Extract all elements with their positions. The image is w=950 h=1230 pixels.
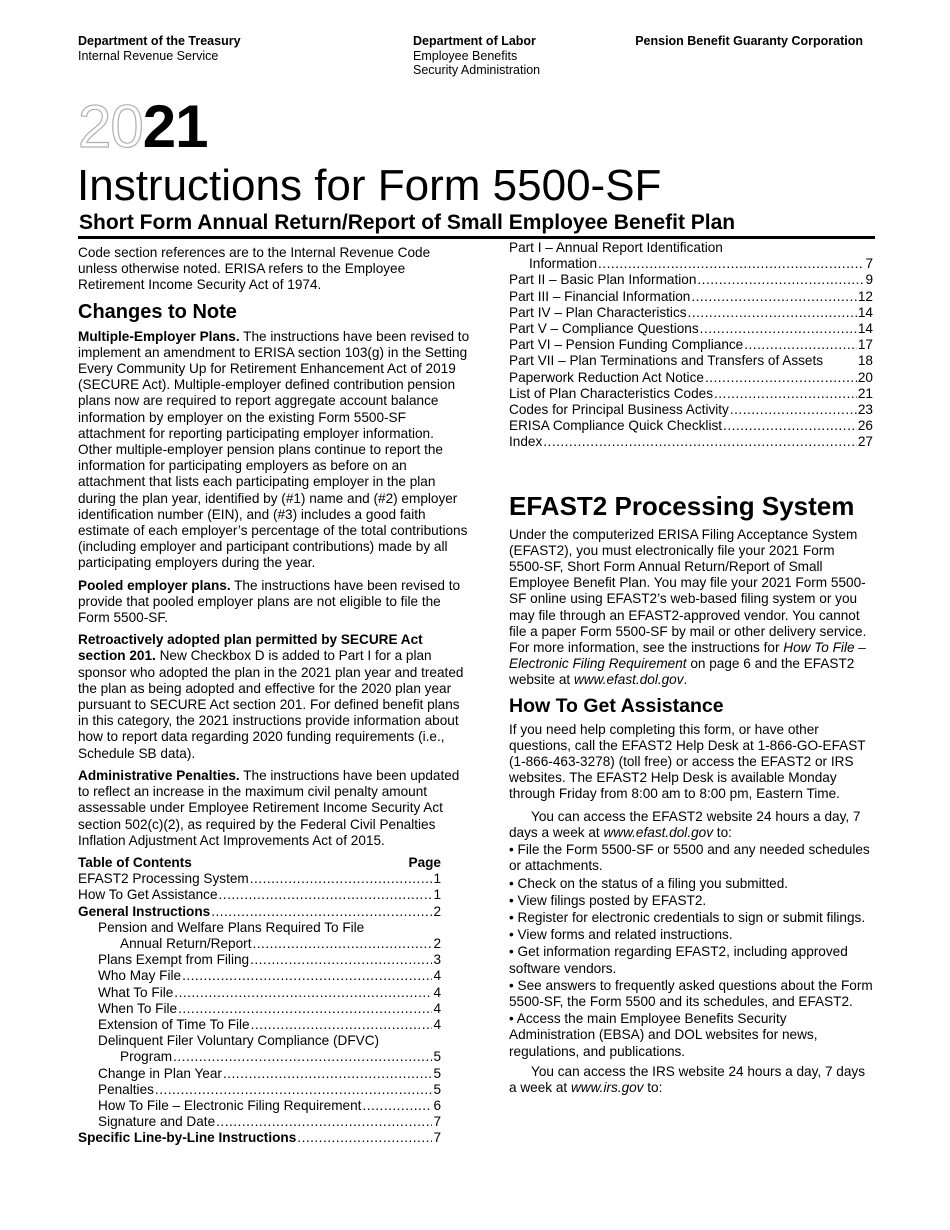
toc-entry-page: 4 — [433, 1000, 441, 1016]
toc-leader-dots — [174, 985, 432, 1001]
toc-entry-page: 20 — [857, 369, 873, 385]
toc-entry-label: Signature and Date — [98, 1114, 216, 1130]
toc-entry[interactable] — [78, 904, 441, 920]
toc-entry-page: 1 — [433, 871, 441, 887]
toc-leader-dots — [691, 289, 857, 305]
toc-entry-page: 4 — [433, 968, 441, 984]
agency-treasury — [78, 34, 241, 63]
toc-entry-label: Who May File — [98, 968, 182, 984]
toc-entry[interactable] — [78, 1049, 441, 1065]
toc-entry-label: Delinquent Filer Voluntary Compliance (DFVC) — [98, 1033, 380, 1049]
toc-entry[interactable] — [509, 353, 873, 369]
toc-leader-dots — [252, 936, 432, 952]
toc-leader-dots — [297, 1130, 432, 1146]
toc-entry-label: Plans Exempt from Filing — [98, 952, 250, 968]
changes-p1-lead: Multiple-Employer Plans. — [78, 328, 240, 344]
page-title: Instructions for Form 5500-SF — [77, 161, 662, 210]
toc-entry[interactable] — [78, 952, 441, 968]
toc-entry-label: When To File — [98, 1000, 178, 1016]
toc-entry-label: Part III – Financial Information — [509, 288, 691, 304]
toc-entry-label: Extension of Time To File — [98, 1016, 250, 1032]
toc-leader-dots — [219, 887, 433, 903]
toc-entry-page: 6 — [433, 1097, 441, 1113]
list-item — [509, 927, 873, 943]
list-item — [509, 876, 873, 892]
toc-leader-dots — [250, 952, 432, 968]
efast-text-b: on page 6 and the EFAST2 website at — [509, 656, 855, 688]
toc-entry-label: Paperwork Reduction Act Notice — [509, 369, 704, 385]
toc-entry[interactable] — [78, 1017, 441, 1033]
changes-p1 — [78, 329, 470, 572]
agency-labor-sub2: Security Administration — [413, 63, 541, 77]
bullet-icon: • — [509, 977, 518, 993]
agency-pbgc: Pension Benefit Guaranty Corporation — [635, 34, 863, 48]
toc-entry-label: How To File – Electronic Filing Requirement — [98, 1097, 362, 1113]
changes-heading: Changes to Note — [78, 300, 237, 323]
assist-p2-text: You can access the EFAST2 website 24 hours a day, 7 days a week at — [509, 808, 861, 840]
toc-entry[interactable] — [78, 985, 441, 1001]
form-year — [78, 93, 208, 160]
toc-entry-label: Pension and Welfare Plans Required To File — [98, 919, 365, 935]
list-item — [509, 842, 873, 874]
list-item-text: Access the main Employee Benefits Security Administration (EBSA) and DOL websites for news, regulations, and publications. — [509, 1011, 818, 1059]
efast-heading: EFAST2 Processing System — [509, 490, 855, 521]
toc-entry[interactable] — [78, 920, 441, 936]
toc-entry-page: 7 — [433, 1130, 441, 1146]
toc-entry[interactable] — [509, 272, 873, 288]
list-item-text: View forms and related instructions. — [517, 927, 733, 943]
efast-italic-ref: How To File – Electronic Filing Requirement — [509, 640, 866, 672]
toc-leader-dots — [155, 1082, 433, 1098]
toc-entry-page: 18 — [857, 353, 873, 369]
toc-entry[interactable] — [509, 370, 873, 386]
toc-entry[interactable] — [78, 1098, 441, 1114]
toc-leader-dots — [705, 370, 857, 386]
toc-leader-dots — [182, 968, 432, 984]
changes-p1-text: The instructions have been revised to implement an amendment to ERISA section 103(g) in the Setting Every Community Up for Retirement Enhancement Act of 2019 (SECURE Act). Multiple-employer defined contribution pension plans now are required to report aggregate account balance information by employer on the existing Form 5500-SF attachment for reporting participating employer information. Other multiple-employer pension plans continue to report the information for participating employers as before on an attachment that lists each participating employer in the plan during the plan year, identified by (#1) name and (#2) employer identification number (EIN), and (#3) includes a good faith estimate of each employer’s percentage of the total contributions (including employer and participant contributions) made by all participating employers during the year. — [78, 328, 470, 571]
toc-leader-dots — [598, 256, 864, 272]
left-column — [78, 245, 470, 1147]
title-rule — [78, 236, 875, 239]
toc-leader-dots — [543, 434, 857, 450]
toc-entry[interactable] — [78, 1066, 441, 1082]
assist-p3-end: to: — [643, 1079, 663, 1095]
changes-p2-lead: Pooled employer plans. — [78, 577, 231, 593]
toc-entry-page: 7 — [865, 256, 873, 272]
assist-efast-url[interactable]: www.efast.dol.gov — [603, 824, 714, 840]
toc-entry-page: 27 — [857, 434, 873, 450]
form-year-bold: 21 — [142, 93, 208, 160]
toc-entry[interactable] — [509, 289, 873, 305]
toc-heading-row — [78, 855, 441, 871]
toc-entry-label: EFAST2 Processing System — [78, 871, 249, 887]
bullet-icon: • — [509, 875, 518, 891]
form-year-ghost: 20 — [78, 93, 143, 160]
toc-leader-dots — [362, 1098, 432, 1114]
toc-entry-label: Part II – Basic Plan Information — [509, 272, 697, 288]
toc-entry-label: Annual Return/Report — [120, 935, 252, 951]
toc-entry[interactable] — [509, 305, 873, 321]
toc-entry-page: 7 — [433, 1114, 441, 1130]
toc-entry-page: 5 — [433, 1049, 441, 1065]
toc-entry[interactable] — [509, 402, 873, 418]
efast-paragraph — [509, 527, 873, 689]
list-item — [509, 893, 873, 909]
changes-p4-lead: Administrative Penalties. — [78, 767, 240, 783]
toc-entry[interactable] — [78, 1130, 441, 1146]
list-item-text: File the Form 5500-SF or 5500 and any needed schedules or attachments. — [509, 842, 870, 874]
toc-leader-dots — [688, 305, 857, 321]
toc-entry-page: 23 — [857, 402, 873, 418]
toc-entry-label: Part VI – Pension Funding Compliance — [509, 337, 744, 353]
toc-entry[interactable] — [509, 434, 873, 450]
toc-leader-dots — [250, 871, 433, 887]
toc-entry[interactable] — [78, 968, 441, 984]
agency-treasury-name: Department of the Treasury — [78, 34, 241, 48]
toc-leader-dots — [173, 1049, 432, 1065]
changes-p3 — [78, 632, 470, 762]
toc-leader-dots — [714, 386, 857, 402]
toc-leader-dots — [744, 337, 857, 353]
toc-entry-label: Part IV – Plan Characteristics — [509, 304, 687, 320]
toc-entry-label: Part V – Compliance Questions — [509, 321, 699, 337]
toc-entry-page: 21 — [857, 385, 873, 401]
changes-p3-lead: Retroactively adopted plan permitted by SECURE Act section 201. — [78, 632, 423, 664]
agency-treasury-sub: Internal Revenue Service — [78, 48, 219, 63]
agency-labor-sub1: Employee Benefits — [413, 48, 518, 63]
bullet-icon: • — [509, 927, 518, 943]
assist-p3-text: You can access the IRS website 24 hours a day, 7 days a week at — [509, 1063, 866, 1095]
toc-leader-dots — [723, 418, 857, 434]
toc-entry-label: Specific Line-by-Line Instructions — [78, 1130, 297, 1146]
toc-entry-label: How To Get Assistance — [78, 887, 218, 903]
toc-leader-dots — [223, 1066, 432, 1082]
toc-entry[interactable] — [509, 240, 873, 256]
assist-p2-end: to: — [713, 824, 732, 840]
toc-entry-page: 2 — [433, 935, 441, 951]
assist-p2 — [509, 809, 873, 841]
assist-bullet-list — [509, 842, 873, 1060]
toc-leader-dots — [216, 1114, 432, 1130]
toc-entry[interactable] — [509, 256, 873, 272]
toc-entry-page: 4 — [433, 984, 441, 1000]
toc-leader-dots — [730, 402, 857, 418]
toc-entry-label: Program — [120, 1049, 173, 1065]
toc-heading: Table of Contents — [78, 854, 192, 870]
toc-entry-label: List of Plan Characteristics Codes — [509, 385, 713, 401]
toc-entry[interactable] — [78, 1001, 441, 1017]
list-item-text: See answers to frequently asked questions about the Form 5500-SF, the Form 5500 and its schedules, and EFAST2. — [509, 977, 873, 1009]
intro-paragraph: Code section references are to the Internal Revenue Code unless otherwise noted. ERISA refers to the Employee Retirement Income Security Act of 1974. — [78, 245, 431, 293]
list-item — [509, 910, 873, 926]
toc-entry-label: What To File — [98, 984, 174, 1000]
toc-entry-page: 14 — [857, 321, 873, 337]
bullet-icon: • — [509, 944, 518, 960]
changes-p4 — [78, 768, 470, 849]
toc-entry-label: ERISA Compliance Quick Checklist — [509, 418, 723, 434]
toc-entry[interactable] — [78, 1114, 441, 1130]
assist-heading: How To Get Assistance — [509, 694, 724, 717]
efast-url[interactable]: www.efast.dol.gov — [573, 672, 684, 688]
toc-entry[interactable] — [509, 386, 873, 402]
toc-left-list — [78, 871, 441, 1146]
toc-entry-page: 3 — [433, 952, 441, 968]
list-item-text: View filings posted by EFAST2. — [517, 892, 707, 908]
list-item-text: Get information regarding EFAST2, including approved software vendors. — [509, 944, 848, 976]
toc-entry-page: 1 — [433, 887, 441, 903]
toc-entry-page: 5 — [433, 1081, 441, 1097]
toc-entry-page: 14 — [857, 304, 873, 320]
list-item-text: Register for electronic credentials to sign or submit filings. — [517, 909, 866, 925]
changes-p2 — [78, 578, 470, 627]
toc-entry-label: General Instructions — [78, 903, 211, 919]
toc-entry-page: 4 — [433, 1016, 441, 1032]
toc-leader-dots — [178, 1001, 432, 1017]
list-item — [509, 978, 873, 1010]
list-item — [509, 944, 873, 976]
toc-leader-dots — [211, 904, 432, 920]
toc-entry-label: Information — [529, 256, 598, 272]
list-item — [509, 1011, 873, 1060]
bullet-icon: • — [509, 1011, 517, 1027]
agency-labor — [413, 34, 540, 78]
toc-entry-label: Penalties — [98, 1081, 154, 1097]
assist-p1: If you need help completing this form, or have other questions, call the EFAST2 Help Desk at 1-866-GO-EFAST (1-866-463-3278) (toll free) or access the EFAST2 or IRS websites. The EFAST2 Help Desk is available Monday through Friday from 8:00 am to 8:00 pm, Eastern Time. — [509, 721, 866, 802]
changes-p2-text: The instructions have been revised to provide that pooled employer plans are not eligible to file the Form 5500-SF. — [78, 577, 461, 626]
right-column — [509, 240, 873, 1102]
list-item-text: Check on the status of a filing you submitted. — [517, 875, 789, 891]
toc-entry-page: 5 — [433, 1065, 441, 1081]
toc-leader-dots — [251, 1017, 433, 1033]
efast-text-c: . — [683, 672, 688, 688]
toc-entry[interactable] — [78, 887, 441, 903]
toc-entry-page: 12 — [857, 288, 873, 304]
bullet-icon: • — [509, 842, 518, 858]
page-subtitle: Short Form Annual Return/Report of Small Employee Benefit Plan — [79, 211, 736, 234]
toc-entry[interactable] — [509, 418, 873, 434]
toc-entry-label: Change in Plan Year — [98, 1065, 222, 1081]
toc-page-heading: Page — [408, 854, 441, 870]
toc-entry[interactable] — [509, 321, 873, 337]
toc-entry-page: 2 — [433, 903, 441, 919]
assist-p3 — [509, 1064, 873, 1096]
bullet-icon: • — [509, 892, 518, 908]
efast-text-a: Under the computerized ERISA Filing Acceptance System (EFAST2), you must electronically file your 2021 Form 5500-SF, Short Form Annual Return/Report of Small Employee Benefit Plan. You may file your 2021 Form 5500-SF online using EFAST2’s web-based filing system or you may file through an EFAST2-approved vendor. You cannot file a paper Form 5500-SF by mail or other delivery service. For more information, see the instructions for — [509, 526, 867, 656]
toc-leader-dots — [697, 272, 864, 288]
toc-leader-dots — [700, 321, 857, 337]
toc-entry-label: Codes for Principal Business Activity — [509, 402, 729, 418]
changes-p4-text: The instructions have been updated to reflect an increase in the maximum civil penalty amount assessable under Employee Retirement Income Security Act section 502(c)(2), as required by the Federal Civil Penalties Inflation Adjustment Act Improvements Act of 2015. — [78, 767, 460, 848]
agency-labor-name: Department of Labor — [413, 34, 536, 48]
toc-right-list — [509, 240, 873, 451]
toc-entry[interactable] — [78, 1082, 441, 1098]
toc-entry-label: Index — [509, 434, 543, 450]
toc-entry[interactable] — [78, 871, 441, 887]
toc-entry[interactable] — [78, 936, 441, 952]
toc-entry[interactable] — [78, 1033, 441, 1049]
toc-entry[interactable] — [509, 337, 873, 353]
toc-entry-label: Part VII – Plan Terminations and Transfers of Assets — [509, 353, 824, 369]
bullet-icon: • — [509, 909, 518, 925]
toc-entry-page: 17 — [857, 337, 873, 353]
toc-entry-label: Part I – Annual Report Identification — [509, 240, 723, 255]
assist-irs-url[interactable]: www.irs.gov — [570, 1079, 644, 1095]
toc-entry-page: 9 — [865, 272, 873, 288]
changes-p3-text: New Checkbox D is added to Part I for a plan sponsor who adopted the plan in the 2021 plan year and treated the plan as being adopted and effective for the 2020 plan year pursuant to SECURE Act section 201. For defined benefit plans in this category, the 2021 instructions provide information about how to report data regarding 2020 funding requirements (i.e., Schedule SB data). — [78, 648, 464, 761]
toc-entry-page: 26 — [857, 418, 873, 434]
